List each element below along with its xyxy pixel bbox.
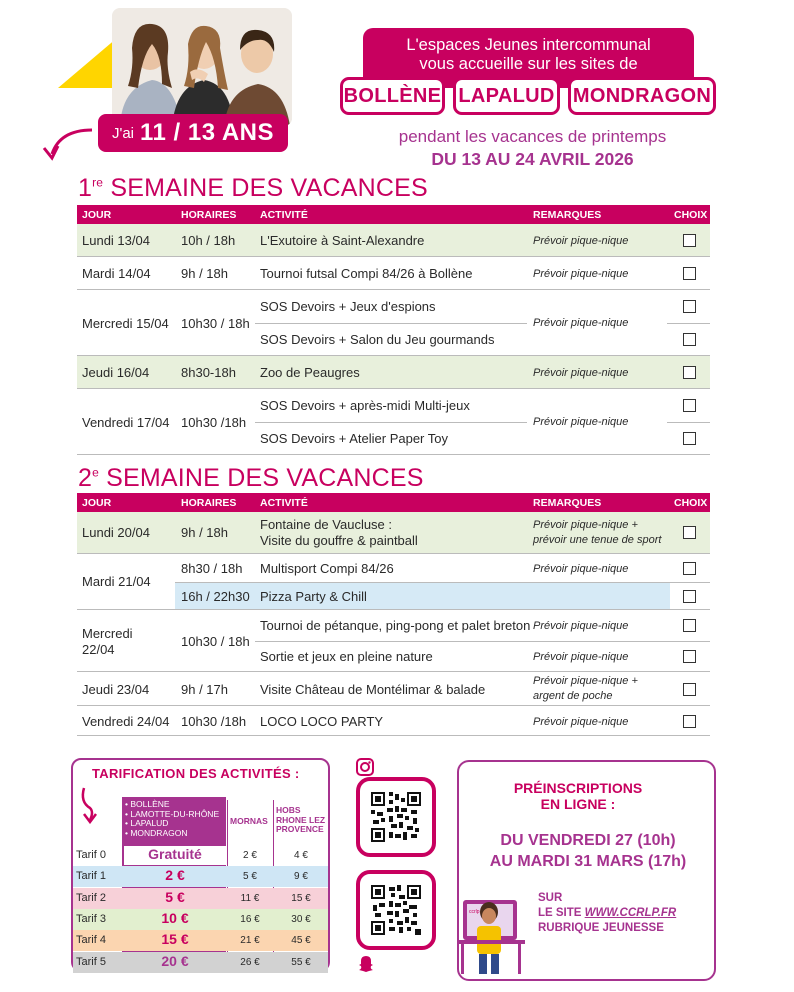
row-activite: LOCO LOCO PARTY xyxy=(260,714,384,729)
age-badge xyxy=(98,114,288,152)
row-jour: Vendredi 24/04 xyxy=(82,714,170,729)
row-divider xyxy=(255,422,527,423)
choice-checkbox[interactable] xyxy=(683,619,696,632)
row-jour: Jeudi 23/04 xyxy=(82,682,150,697)
row-activite-b: SOS Devoirs + Salon du Jeu gourmands xyxy=(260,332,495,347)
preinscription-dates xyxy=(468,830,708,872)
preinscription-title-b: EN LIGNE : xyxy=(540,796,616,812)
preinscription-dates-b: AU MARDI 31 MARS (17h) xyxy=(489,853,687,870)
table-row xyxy=(77,610,710,672)
col-horaires: HORAIRES xyxy=(181,497,237,509)
site-mondragon: MONDRAGON xyxy=(568,77,716,115)
week2-table-header xyxy=(77,493,710,512)
col-remarques: REMARQUES xyxy=(533,497,602,509)
row-horaires-b: 16h / 22h30 xyxy=(181,589,250,604)
pricing-title: TARIFICATION DES ACTIVITÉS : xyxy=(92,766,300,781)
table-row xyxy=(77,257,710,290)
week2-title xyxy=(78,464,424,493)
row-remarque-a: Prévoir pique-nique xyxy=(533,620,629,632)
hobs-head-b: RHONE LEZ xyxy=(276,814,326,825)
week1-title-sup: re xyxy=(92,175,104,190)
table-row xyxy=(77,389,710,455)
row-remarque-a: Prévoir pique-nique + xyxy=(533,675,638,687)
row-activite-b: SOS Devoirs + Atelier Paper Toy xyxy=(260,431,448,446)
pricing-main-column-head xyxy=(125,800,219,838)
table-row xyxy=(77,512,710,554)
pricing-row xyxy=(73,866,328,887)
row-activite-a: Multisport Compi 84/26 xyxy=(260,561,394,576)
commune-lamotte: • LAMOTTE-DU-RHÔNE xyxy=(125,808,220,819)
col-horaires: HORAIRES xyxy=(181,209,237,221)
hobs-head-a: HOBS xyxy=(276,805,301,815)
week1-title-text: SEMAINE DES VACANCES xyxy=(103,174,428,202)
pricing-mornas-value: 2 € xyxy=(243,850,257,861)
site-bollene: BOLLÈNE xyxy=(340,77,445,115)
commune-lapalud: • LAPALUD xyxy=(125,818,169,828)
pricing-row xyxy=(73,888,328,909)
choice-checkbox[interactable] xyxy=(683,432,696,445)
pricing-row xyxy=(73,930,328,951)
row-remarque-b: Prévoir pique-nique xyxy=(533,651,629,663)
pricing-tarif-label: Tarif 0 xyxy=(76,849,106,861)
pricing-hobs-value: 30 € xyxy=(291,913,311,925)
choice-checkbox[interactable] xyxy=(683,683,696,696)
table-row xyxy=(77,290,710,356)
col-jour: JOUR xyxy=(82,209,112,221)
pricing-hobs-value: 9 € xyxy=(294,871,308,883)
row-activite-a: Tournoi de pétanque, ping-pong et palet breton xyxy=(260,618,531,633)
row-horaires: 10h30 /18h xyxy=(181,714,247,729)
col-jour: JOUR xyxy=(82,497,112,509)
row-remarque: Prévoir pique-nique xyxy=(533,367,629,379)
row-divider xyxy=(667,323,710,324)
row-horaires: 8h30-18h xyxy=(181,365,236,380)
row-activite-a: Fontaine de Vaucluse : xyxy=(260,517,393,532)
row-horaires: 9h / 18h xyxy=(181,266,228,281)
row-jour: Lundi 20/04 xyxy=(82,525,150,540)
row-remarque-a: Prévoir pique-nique xyxy=(533,563,629,575)
choice-checkbox[interactable] xyxy=(683,234,696,247)
week1-title-num: 1 xyxy=(78,174,93,202)
week2-table xyxy=(77,493,710,736)
row-remarque: Prévoir pique-nique xyxy=(533,716,629,728)
pricing-tarif-label: Tarif 2 xyxy=(76,891,106,904)
row-jour: Mercredi 15/04 xyxy=(82,316,169,331)
pricing-mornas-value: 16 € xyxy=(240,913,260,925)
row-remarque-a: Prévoir pique-nique + xyxy=(533,519,638,531)
row-activite-b: Sortie et jeux en pleine nature xyxy=(260,649,433,664)
pricing-hobs-value: 15 € xyxy=(291,892,311,904)
pricing-mornas-value: 5 € xyxy=(243,871,257,883)
choice-checkbox[interactable] xyxy=(683,267,696,280)
intro-line-1: L'espaces Jeunes intercommunal xyxy=(406,36,651,54)
preinscription-site-a: SUR xyxy=(538,892,563,904)
row-remarque: Prévoir pique-nique xyxy=(533,416,629,428)
preinscription-site xyxy=(538,891,676,936)
preinscription-dates-a: DU VENDREDI 27 (10h) xyxy=(500,832,676,849)
week1-table xyxy=(77,205,710,455)
choice-checkbox[interactable] xyxy=(683,562,696,575)
pricing-hobs-value: 45 € xyxy=(291,935,311,947)
col-activite: ACTIVITÉ xyxy=(260,209,308,221)
choice-checkbox[interactable] xyxy=(683,399,696,412)
website-link[interactable]: WWW.CCRLP.FR xyxy=(584,907,677,919)
table-row xyxy=(77,554,710,610)
pricing-hobs-value: 4 € xyxy=(294,850,308,861)
table-row xyxy=(77,706,710,736)
pricing-tarif-label: Tarif 4 xyxy=(76,934,106,947)
preinscription-site-prefix: LE SITE xyxy=(538,907,585,919)
row-activite-b: Visite du gouffre & paintball xyxy=(260,533,418,548)
row-activite: Visite Château de Montélimar & balade xyxy=(260,682,486,697)
period-line: pendant les vacances de printemps xyxy=(398,127,667,146)
row-jour: Mardi 14/04 xyxy=(82,266,151,281)
col-remarques: REMARQUES xyxy=(533,209,602,221)
svg-text:ccrlp: ccrlp xyxy=(469,909,480,915)
row-jour: Mardi 21/04 xyxy=(82,574,151,589)
pricing-mornas-value: 21 € xyxy=(240,935,260,947)
week1-table-header xyxy=(77,205,710,224)
row-horaires: 9h / 17h xyxy=(181,682,228,697)
row-horaires: 9h / 18h xyxy=(181,525,228,540)
curved-arrow-icon xyxy=(78,786,102,824)
pricing-hobs-value: 55 € xyxy=(291,956,311,968)
row-horaires: 10h30 / 18h xyxy=(181,316,250,331)
pricing-tarif-label: Tarif 1 xyxy=(76,870,106,883)
row-remarque: Prévoir pique-nique xyxy=(533,235,629,247)
choice-checkbox[interactable] xyxy=(683,590,696,603)
row-jour: Lundi 13/04 xyxy=(82,233,150,248)
row-divider xyxy=(255,641,710,642)
pricing-main-value: 10 € xyxy=(124,910,226,929)
col-choix: CHOIX xyxy=(674,209,708,221)
choice-checkbox[interactable] xyxy=(683,650,696,663)
row-activite-b: Pizza Party & Chill xyxy=(260,589,367,604)
week2-title-sup: e xyxy=(92,465,99,480)
teens-photo xyxy=(112,8,292,126)
table-row xyxy=(77,356,710,389)
week2-title-text: SEMAINE DES VACANCES xyxy=(98,464,424,492)
instagram-icon xyxy=(356,758,374,776)
choice-checkbox[interactable] xyxy=(683,300,696,313)
pricing-tarif-label: Tarif 3 xyxy=(76,912,106,925)
pricing-mornas-head: MORNAS xyxy=(230,816,268,826)
table-row xyxy=(77,672,710,706)
hobs-head-c: PROVENCE xyxy=(276,824,324,834)
snapchat-icon xyxy=(358,955,374,973)
row-remarque-b: prévoir une tenue de sport xyxy=(533,534,662,546)
row-jour-b: 22/04 xyxy=(82,642,115,657)
row-horaires-a: 8h30 / 18h xyxy=(181,561,243,576)
commune-mondragon: • MONDRAGON xyxy=(125,827,188,838)
pricing-main-value: 20 € xyxy=(124,953,226,972)
pricing-hobs-head xyxy=(276,806,328,835)
row-divider xyxy=(255,323,527,324)
pricing-mornas-value: 11 € xyxy=(240,892,260,904)
pricing-main-value: 15 € xyxy=(124,931,226,950)
pricing-main-value: 5 € xyxy=(124,889,226,908)
pricing-mornas-value: 26 € xyxy=(240,956,260,968)
row-activite: L'Exutoire à Saint-Alexandre xyxy=(260,233,425,248)
preinscription-title-a: PRÉINSCRIPTIONS xyxy=(513,780,643,796)
period-dates: DU 13 AU 24 AVRIL 2026 xyxy=(431,149,634,169)
preinscription-title xyxy=(478,780,678,812)
row-activite-a: SOS Devoirs + Jeux d'espions xyxy=(260,299,436,314)
pricing-row xyxy=(73,909,328,930)
row-remarque: Prévoir pique-nique xyxy=(533,268,629,280)
pricing-row xyxy=(73,952,328,973)
choice-checkbox[interactable] xyxy=(683,715,696,728)
qr-code-instagram[interactable] xyxy=(371,792,421,842)
row-jour: Jeudi 16/04 xyxy=(82,365,150,380)
table-row xyxy=(77,224,710,257)
row-activite: Tournoi futsal Compi 84/26 à Bollène xyxy=(260,266,473,281)
week2-title-num: 2 xyxy=(78,464,93,492)
row-jour-a: Mercredi xyxy=(82,626,133,641)
row-remarque-b: argent de poche xyxy=(533,690,613,702)
col-choix: CHOIX xyxy=(674,497,708,509)
pricing-row xyxy=(73,845,328,866)
qr-code-snapchat[interactable] xyxy=(371,885,421,935)
student-computer-illustration xyxy=(455,894,527,976)
week1-title xyxy=(78,174,428,203)
choice-checkbox[interactable] xyxy=(683,526,696,539)
choice-checkbox[interactable] xyxy=(683,333,696,346)
commune-bollene: • BOLLÈNE xyxy=(125,799,170,809)
row-jour: Vendredi 17/04 xyxy=(82,415,170,430)
age-value: 11 / 13 ANS xyxy=(140,119,275,146)
pricing-main-value: 2 € xyxy=(124,867,226,886)
choice-checkbox[interactable] xyxy=(683,366,696,379)
row-remarque: Prévoir pique-nique xyxy=(533,317,629,329)
pricing-main-value: Gratuité xyxy=(124,846,226,865)
period-block xyxy=(340,126,725,170)
row-horaires: 10h30 /18h xyxy=(181,415,247,430)
site-lapalud: LAPALUD xyxy=(453,77,560,115)
row-divider xyxy=(667,422,710,423)
row-activite-a: SOS Devoirs + après-midi Multi-jeux xyxy=(260,398,470,413)
col-activite: ACTIVITÉ xyxy=(260,497,308,509)
age-prefix: J'ai xyxy=(111,124,134,142)
row-activite: Zoo de Peaugres xyxy=(260,365,360,380)
row-horaires: 10h / 18h xyxy=(181,233,236,248)
curved-arrow-icon xyxy=(40,126,98,164)
row-divider xyxy=(175,582,710,583)
intro-line-2: vous accueille sur les sites de xyxy=(419,55,638,73)
row-horaires: 10h30 / 18h xyxy=(181,634,250,649)
pricing-tarif-label: Tarif 5 xyxy=(76,955,106,968)
preinscription-site-c: RUBRIQUE JEUNESSE xyxy=(538,922,664,934)
